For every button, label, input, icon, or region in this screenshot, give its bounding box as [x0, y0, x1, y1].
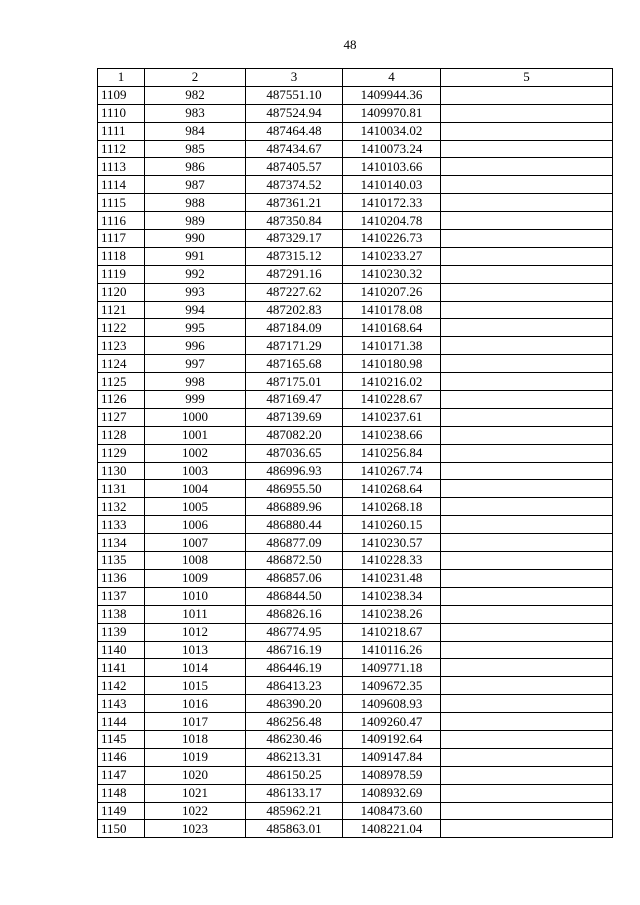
table-cell-col-4: 1410073.24 [343, 140, 441, 158]
table-cell-col-4: 1410228.67 [343, 391, 441, 409]
table-cell-col-1: 1133 [98, 516, 145, 534]
table-row [98, 391, 613, 409]
table-cell-col-4: 1410204.78 [343, 212, 441, 230]
column-header-5: 5 [441, 69, 613, 87]
table-cell-col-3: 486213.31 [246, 748, 343, 766]
table-cell-col-2: 994 [145, 301, 246, 319]
table-row [98, 659, 613, 677]
table-cell-col-3: 486390.20 [246, 695, 343, 713]
table-cell-col-1: 1131 [98, 480, 145, 498]
table-cell-col-5 [441, 158, 613, 176]
table-cell-col-4: 1410268.18 [343, 498, 441, 516]
table-cell-col-3: 487165.68 [246, 355, 343, 373]
table-cell-col-1: 1115 [98, 194, 145, 212]
table-cell-col-1: 1135 [98, 552, 145, 570]
table-cell-col-2: 991 [145, 247, 246, 265]
table-cell-col-3: 487202.83 [246, 301, 343, 319]
table-cell-col-5 [441, 587, 613, 605]
table-cell-col-4: 1410230.57 [343, 534, 441, 552]
table-cell-col-5 [441, 677, 613, 695]
table-cell-col-2: 1005 [145, 498, 246, 516]
table-row [98, 677, 613, 695]
table-cell-col-5 [441, 373, 613, 391]
table-row [98, 283, 613, 301]
table-row [98, 480, 613, 498]
table-cell-col-4: 1410267.74 [343, 462, 441, 480]
table-cell-col-1: 1125 [98, 373, 145, 391]
table-cell-col-4: 1410216.02 [343, 373, 441, 391]
table-cell-col-3: 486133.17 [246, 784, 343, 802]
table-cell-col-1: 1134 [98, 534, 145, 552]
table-cell-col-1: 1126 [98, 391, 145, 409]
table-cell-col-4: 1408473.60 [343, 802, 441, 820]
table-cell-col-2: 1022 [145, 802, 246, 820]
table-cell-col-3: 486880.44 [246, 516, 343, 534]
table-cell-col-2: 985 [145, 140, 246, 158]
table-cell-col-2: 1021 [145, 784, 246, 802]
table-cell-col-5 [441, 605, 613, 623]
table-cell-col-4: 1410172.33 [343, 194, 441, 212]
table-cell-col-1: 1116 [98, 212, 145, 230]
table-row [98, 104, 613, 122]
table-cell-col-2: 992 [145, 265, 246, 283]
table-cell-col-4: 1409260.47 [343, 713, 441, 731]
table-cell-col-1: 1123 [98, 337, 145, 355]
table-cell-col-3: 487329.17 [246, 230, 343, 248]
table-cell-col-3: 486256.48 [246, 713, 343, 731]
table-row [98, 176, 613, 194]
table-cell-col-3: 486413.23 [246, 677, 343, 695]
table-cell-col-1: 1150 [98, 820, 145, 838]
table-cell-col-5 [441, 86, 613, 104]
table-cell-col-4: 1409970.81 [343, 104, 441, 122]
table-cell-col-1: 1124 [98, 355, 145, 373]
table-cell-col-1: 1110 [98, 104, 145, 122]
table-cell-col-1: 1139 [98, 623, 145, 641]
table-cell-col-3: 486955.50 [246, 480, 343, 498]
table-cell-col-3: 485962.21 [246, 802, 343, 820]
table-cell-col-3: 487169.47 [246, 391, 343, 409]
table-cell-col-2: 1002 [145, 444, 246, 462]
table-cell-col-2: 986 [145, 158, 246, 176]
table-cell-col-1: 1136 [98, 569, 145, 587]
table-cell-col-1: 1129 [98, 444, 145, 462]
table-cell-col-4: 1410140.03 [343, 176, 441, 194]
table-cell-col-3: 487361.21 [246, 194, 343, 212]
column-header-1: 1 [98, 69, 145, 87]
table-cell-col-5 [441, 265, 613, 283]
column-header-4: 4 [343, 69, 441, 87]
column-header-3: 3 [246, 69, 343, 87]
table-row [98, 194, 613, 212]
table-cell-col-4: 1410168.64 [343, 319, 441, 337]
table-cell-col-5 [441, 623, 613, 641]
table-cell-col-5 [441, 212, 613, 230]
table-row [98, 158, 613, 176]
table-cell-col-1: 1109 [98, 86, 145, 104]
table-cell-col-1: 1122 [98, 319, 145, 337]
table-cell-col-2: 987 [145, 176, 246, 194]
table-cell-col-5 [441, 784, 613, 802]
table-cell-col-1: 1148 [98, 784, 145, 802]
table-cell-col-5 [441, 355, 613, 373]
table-cell-col-5 [441, 820, 613, 838]
table-cell-col-3: 487036.65 [246, 444, 343, 462]
table-cell-col-3: 486826.16 [246, 605, 343, 623]
table-row [98, 498, 613, 516]
table-cell-col-1: 1117 [98, 230, 145, 248]
table-cell-col-2: 993 [145, 283, 246, 301]
coordinates-table [97, 68, 613, 838]
table-cell-col-2: 1003 [145, 462, 246, 480]
table-cell-col-4: 1410103.66 [343, 158, 441, 176]
table-cell-col-4: 1410238.26 [343, 605, 441, 623]
table-cell-col-3: 486774.95 [246, 623, 343, 641]
table-row [98, 122, 613, 140]
table-cell-col-4: 1410256.84 [343, 444, 441, 462]
table-cell-col-2: 999 [145, 391, 246, 409]
table-cell-col-3: 487405.57 [246, 158, 343, 176]
table-cell-col-1: 1113 [98, 158, 145, 176]
table-cell-col-5 [441, 230, 613, 248]
table-cell-col-1: 1143 [98, 695, 145, 713]
table-row [98, 820, 613, 838]
table-row [98, 552, 613, 570]
table-cell-col-3: 487175.01 [246, 373, 343, 391]
table-row [98, 623, 613, 641]
table-row [98, 247, 613, 265]
table-cell-col-3: 487139.69 [246, 408, 343, 426]
table-cell-col-1: 1140 [98, 641, 145, 659]
table-cell-col-3: 487374.52 [246, 176, 343, 194]
table-cell-col-2: 1004 [145, 480, 246, 498]
table-row [98, 534, 613, 552]
table-row [98, 408, 613, 426]
table-cell-col-3: 486877.09 [246, 534, 343, 552]
table-cell-col-4: 1410171.38 [343, 337, 441, 355]
table-row [98, 355, 613, 373]
table-cell-col-3: 486844.50 [246, 587, 343, 605]
table-cell-col-5 [441, 247, 613, 265]
table-cell-col-3: 486716.19 [246, 641, 343, 659]
table-row [98, 444, 613, 462]
table-cell-col-4: 1410237.61 [343, 408, 441, 426]
table-cell-col-4: 1410228.33 [343, 552, 441, 570]
header-row [98, 69, 613, 87]
table-cell-col-2: 1006 [145, 516, 246, 534]
table-cell-col-3: 487464.48 [246, 122, 343, 140]
table-cell-col-5 [441, 534, 613, 552]
table-cell-col-3: 487350.84 [246, 212, 343, 230]
table-cell-col-5 [441, 444, 613, 462]
table-cell-col-5 [441, 480, 613, 498]
table-cell-col-2: 982 [145, 86, 246, 104]
table-cell-col-3: 487184.09 [246, 319, 343, 337]
table-cell-col-5 [441, 659, 613, 677]
table-cell-col-3: 486996.93 [246, 462, 343, 480]
table-cell-col-3: 486230.46 [246, 730, 343, 748]
table-cell-col-5 [441, 408, 613, 426]
table-cell-col-5 [441, 766, 613, 784]
table-row [98, 265, 613, 283]
table-cell-col-1: 1111 [98, 122, 145, 140]
table-cell-col-2: 988 [145, 194, 246, 212]
table-cell-col-3: 487171.29 [246, 337, 343, 355]
table-row [98, 730, 613, 748]
table-cell-col-2: 1016 [145, 695, 246, 713]
table-cell-col-5 [441, 391, 613, 409]
table-cell-col-1: 1146 [98, 748, 145, 766]
table-cell-col-1: 1127 [98, 408, 145, 426]
table-cell-col-2: 1018 [145, 730, 246, 748]
table-cell-col-2: 1023 [145, 820, 246, 838]
table-row [98, 373, 613, 391]
table-cell-col-2: 1012 [145, 623, 246, 641]
table-row [98, 86, 613, 104]
table-cell-col-5 [441, 319, 613, 337]
table-cell-col-4: 1410238.66 [343, 426, 441, 444]
table-cell-col-4: 1409944.36 [343, 86, 441, 104]
table-cell-col-5 [441, 748, 613, 766]
table-cell-col-2: 996 [145, 337, 246, 355]
table-cell-col-5 [441, 301, 613, 319]
table-cell-col-5 [441, 462, 613, 480]
table-cell-col-3: 487227.62 [246, 283, 343, 301]
table-cell-col-2: 995 [145, 319, 246, 337]
table-row [98, 802, 613, 820]
table-cell-col-3: 486889.96 [246, 498, 343, 516]
table-cell-col-4: 1408978.59 [343, 766, 441, 784]
table-cell-col-4: 1410260.15 [343, 516, 441, 534]
table-cell-col-4: 1408221.04 [343, 820, 441, 838]
table-cell-col-5 [441, 498, 613, 516]
table-row [98, 641, 613, 659]
table-row [98, 426, 613, 444]
table-row [98, 319, 613, 337]
table-cell-col-5 [441, 176, 613, 194]
table-row [98, 337, 613, 355]
table-row [98, 212, 613, 230]
table-cell-col-3: 486150.25 [246, 766, 343, 784]
table-cell-col-5 [441, 713, 613, 731]
table-cell-col-4: 1409771.18 [343, 659, 441, 677]
table-cell-col-4: 1410231.48 [343, 569, 441, 587]
table-cell-col-1: 1145 [98, 730, 145, 748]
table-cell-col-1: 1138 [98, 605, 145, 623]
table-cell-col-2: 997 [145, 355, 246, 373]
table-cell-col-5 [441, 140, 613, 158]
table-cell-col-1: 1121 [98, 301, 145, 319]
table-cell-col-1: 1144 [98, 713, 145, 731]
table-cell-col-4: 1409608.93 [343, 695, 441, 713]
table-cell-col-4: 1409192.64 [343, 730, 441, 748]
table-cell-col-1: 1141 [98, 659, 145, 677]
table-cell-col-2: 990 [145, 230, 246, 248]
table-row [98, 516, 613, 534]
table-cell-col-4: 1410034.02 [343, 122, 441, 140]
table-row [98, 569, 613, 587]
table-cell-col-4: 1410238.34 [343, 587, 441, 605]
table-cell-col-5 [441, 641, 613, 659]
table-row [98, 230, 613, 248]
table-cell-col-1: 1128 [98, 426, 145, 444]
table-cell-col-2: 1014 [145, 659, 246, 677]
table-cell-col-2: 1008 [145, 552, 246, 570]
table-cell-col-5 [441, 104, 613, 122]
table-row [98, 140, 613, 158]
column-header-2: 2 [145, 69, 246, 87]
table-row [98, 766, 613, 784]
table-cell-col-5 [441, 552, 613, 570]
table-cell-col-3: 487291.16 [246, 265, 343, 283]
table-cell-col-2: 1000 [145, 408, 246, 426]
table-cell-col-2: 984 [145, 122, 246, 140]
table-cell-col-5 [441, 337, 613, 355]
table-cell-col-5 [441, 122, 613, 140]
table-cell-col-1: 1147 [98, 766, 145, 784]
table-row [98, 695, 613, 713]
table-cell-col-3: 486446.19 [246, 659, 343, 677]
table-cell-col-2: 998 [145, 373, 246, 391]
table-row [98, 784, 613, 802]
table-row [98, 713, 613, 731]
table-cell-col-1: 1118 [98, 247, 145, 265]
table-cell-col-2: 1011 [145, 605, 246, 623]
table-cell-col-5 [441, 802, 613, 820]
table-cell-col-1: 1137 [98, 587, 145, 605]
table-cell-col-1: 1142 [98, 677, 145, 695]
table-cell-col-3: 487082.20 [246, 426, 343, 444]
table-cell-col-4: 1408932.69 [343, 784, 441, 802]
table-cell-col-5 [441, 516, 613, 534]
table-cell-col-5 [441, 283, 613, 301]
table-cell-col-4: 1410268.64 [343, 480, 441, 498]
table-cell-col-2: 1013 [145, 641, 246, 659]
table-cell-col-4: 1410180.98 [343, 355, 441, 373]
table-row [98, 748, 613, 766]
table-cell-col-1: 1114 [98, 176, 145, 194]
table-cell-col-1: 1149 [98, 802, 145, 820]
table-row [98, 587, 613, 605]
table-row [98, 605, 613, 623]
table-cell-col-1: 1120 [98, 283, 145, 301]
table-cell-col-5 [441, 569, 613, 587]
table-cell-col-3: 486872.50 [246, 552, 343, 570]
table-cell-col-4: 1410226.73 [343, 230, 441, 248]
table-cell-col-3: 487315.12 [246, 247, 343, 265]
table-body [98, 86, 613, 837]
table-cell-col-5 [441, 426, 613, 444]
table-cell-col-4: 1410233.27 [343, 247, 441, 265]
table-cell-col-5 [441, 730, 613, 748]
table-cell-col-2: 1001 [145, 426, 246, 444]
table-cell-col-3: 485863.01 [246, 820, 343, 838]
table-cell-col-2: 1019 [145, 748, 246, 766]
table-cell-col-4: 1409672.35 [343, 677, 441, 695]
page-number: 48 [343, 37, 357, 52]
table-cell-col-2: 1009 [145, 569, 246, 587]
table-cell-col-3: 487551.10 [246, 86, 343, 104]
table-cell-col-3: 487524.94 [246, 104, 343, 122]
table-cell-col-1: 1119 [98, 265, 145, 283]
table-cell-col-5 [441, 695, 613, 713]
table-cell-col-2: 1015 [145, 677, 246, 695]
table-cell-col-2: 1020 [145, 766, 246, 784]
table-cell-col-4: 1409147.84 [343, 748, 441, 766]
table-cell-col-5 [441, 194, 613, 212]
table-cell-col-4: 1410178.08 [343, 301, 441, 319]
table-cell-col-2: 1010 [145, 587, 246, 605]
table-row [98, 462, 613, 480]
table-cell-col-1: 1132 [98, 498, 145, 516]
table-cell-col-4: 1410207.26 [343, 283, 441, 301]
table-cell-col-2: 1007 [145, 534, 246, 552]
table-cell-col-1: 1130 [98, 462, 145, 480]
table-cell-col-2: 989 [145, 212, 246, 230]
table-cell-col-3: 487434.67 [246, 140, 343, 158]
table-cell-col-1: 1112 [98, 140, 145, 158]
table-row [98, 301, 613, 319]
table-cell-col-4: 1410230.32 [343, 265, 441, 283]
table-cell-col-3: 486857.06 [246, 569, 343, 587]
table-cell-col-4: 1410218.67 [343, 623, 441, 641]
table-cell-col-4: 1410116.26 [343, 641, 441, 659]
table-header [98, 69, 613, 87]
table-cell-col-2: 1017 [145, 713, 246, 731]
table-cell-col-2: 983 [145, 104, 246, 122]
